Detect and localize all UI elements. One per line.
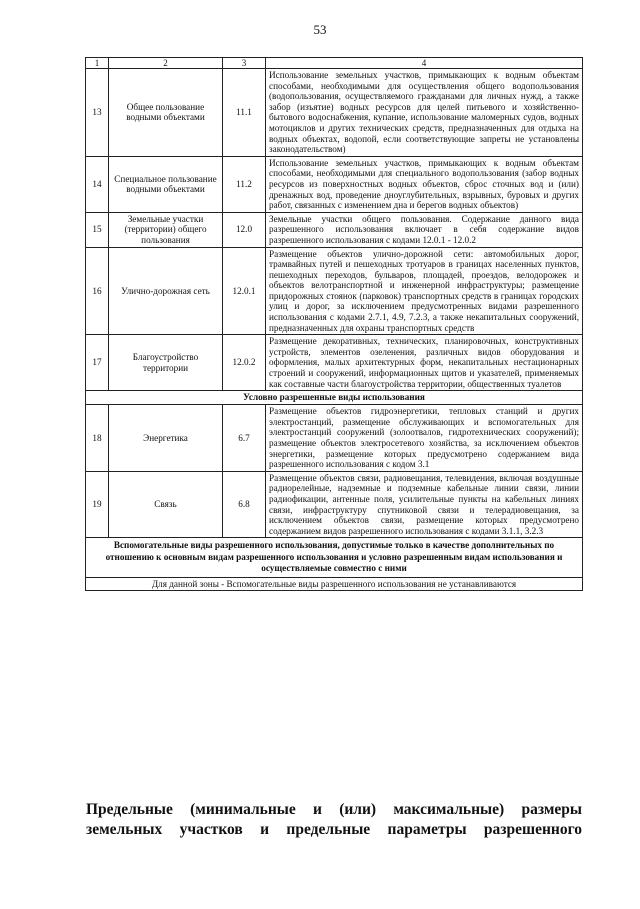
table-row: [86, 212, 583, 247]
use-type-description: Размещение декоративных, технических, планировочных, конструктивных устройств, элементов озеленения, различных видов оборудования и оформления, малых архитектурных форм, некапитальных нестационарных строений и сооружений, информационных щитов и указателей, применяемых как составные части благоустройства территории, общественных туалетов: [266, 335, 583, 391]
use-type-description: Размещение объектов улично-дорожной сети: автомобильных дорог, трамвайных путей и пешеходных тротуаров в границах населенных пунктов, пешеходных переходов, бульваров, площадей, проездов, велодорожек и объектов велотранспортной и инженерной инфраструктуры; размещение придорожных стоянок (парковок) транспортных средств в границах городских улиц и дорог, за исключением предусмотренных видами разрешенного использования с кодами 2.7.1, 4.9, 7.2.3, а также некапитальных сооружений, предназначенных для охраны транспортных средств: [266, 247, 583, 335]
header-col-2: 2: [109, 58, 223, 69]
use-type-description: Земельные участки общего пользования. Содержание данного вида разрешенного использования включает в себя содержание видов разрешенного использования с кодами 12.0.1 - 12.0.2: [266, 212, 583, 247]
use-type-description: Использование земельных участков, примыкающих к водным объектам способами, необходимыми для специального водопользования (забор водных ресурсов из поверхностных водных объектов, сброс сточных вод и (или) дренажных вод, проведение дноуглубительных, взрывных, буровых и других работ, связанных с изменением дна и берегов водных объектов): [266, 156, 583, 212]
use-type-code: 12.0.1: [223, 247, 266, 335]
header-col-1: 1: [86, 58, 109, 69]
row-number: 15: [86, 212, 109, 247]
section-heading-line: Предельные (минимальные и (или) максимальные) размеры: [86, 801, 582, 818]
row-number: 16: [86, 247, 109, 335]
table-row: [86, 156, 583, 212]
land-use-table: [85, 57, 583, 591]
page-number: 53: [313, 22, 327, 37]
header-col-4: 4: [266, 58, 583, 69]
use-type-code: 6.8: [223, 471, 266, 538]
use-type-code: 12.0: [223, 212, 266, 247]
use-type-description: Размещение объектов гидроэнергетики, тепловых станций и других электростанций, размещение обслуживающих и вспомогательных для электростанций сооружений (золоотвалов, гидротехнических сооружений); размещение объектов электросетевого хозяйства, за исключением объектов энергетики, размещение которых предусмотрено содержанием вида разрешенного использования с кодом 3.1: [266, 405, 583, 472]
section-heading-line: земельных участков и предельные параметры разрешенного: [86, 821, 582, 838]
auxiliary-section-row: [86, 538, 583, 578]
use-type-name: Связь: [109, 471, 223, 538]
table-row: [86, 405, 583, 472]
auxiliary-note: Для данной зоны - Вспомогательные виды разрешенного использования не устанавливаются: [86, 577, 583, 591]
use-type-description: Размещение объектов связи, радиовещания, телевидения, включая воздушные радиорелейные, надземные и подземные кабельные линии связи, линии радиофикации, антенные поля, усилительные пункты на кабельных линиях связи, инфраструктуру спутниковой связи и телерадиовещания, за исключением объектов связи, размещение которых предусмотрено содержанием видов разрешенного использования с кодами 3.1.1, 3.2.3: [266, 471, 583, 538]
header-col-3: 3: [223, 58, 266, 69]
row-number: 13: [86, 69, 109, 157]
use-type-name: Благоустройство территории: [109, 335, 223, 391]
use-type-code: 11.1: [223, 69, 266, 157]
table-row: [86, 247, 583, 335]
row-number: 18: [86, 405, 109, 472]
use-type-name: Земельные участки (территории) общего пользования: [109, 212, 223, 247]
use-type-name: Специальное пользование водными объектами: [109, 156, 223, 212]
section-header-row: [86, 391, 583, 405]
row-number: 14: [86, 156, 109, 212]
use-type-name: Энергетика: [109, 405, 223, 472]
table-row: [86, 335, 583, 391]
use-type-code: 11.2: [223, 156, 266, 212]
use-type-name: Улично-дорожная сеть: [109, 247, 223, 335]
use-type-description: Использование земельных участков, примыкающих к водным объектам способами, необходимыми для осуществления общего водопользования (водопользования, осуществляемого гражданами для личных нужд, а также забор (изъятие) водных ресурсов для целей питьевого и хозяйственно-бытового водоснабжения, купание, использование маломерных судов, водных мотоциклов и других технических средств, предназначенных для отдыха на водных объектах, водопой, если соответствующие запреты не установлены законодательством): [266, 69, 583, 157]
auxiliary-note-row: [86, 577, 583, 591]
table-row: [86, 471, 583, 538]
use-type-code: 6.7: [223, 405, 266, 472]
row-number: 17: [86, 335, 109, 391]
auxiliary-section-title: Вспомогательные виды разрешенного использования, допустимые только в качестве дополнительных по отношению к основным видам разрешенного использования и условно разрешенным видам использования и осуществляемые совместно с ними: [86, 538, 583, 578]
use-type-name: Общее пользование водными объектами: [109, 69, 223, 157]
conditional-section-title: Условно разрешенные виды использования: [86, 391, 583, 405]
use-type-code: 12.0.2: [223, 335, 266, 391]
row-number: 19: [86, 471, 109, 538]
table-header-row: [86, 58, 583, 69]
section-heading: [86, 800, 582, 840]
table-row: [86, 69, 583, 157]
